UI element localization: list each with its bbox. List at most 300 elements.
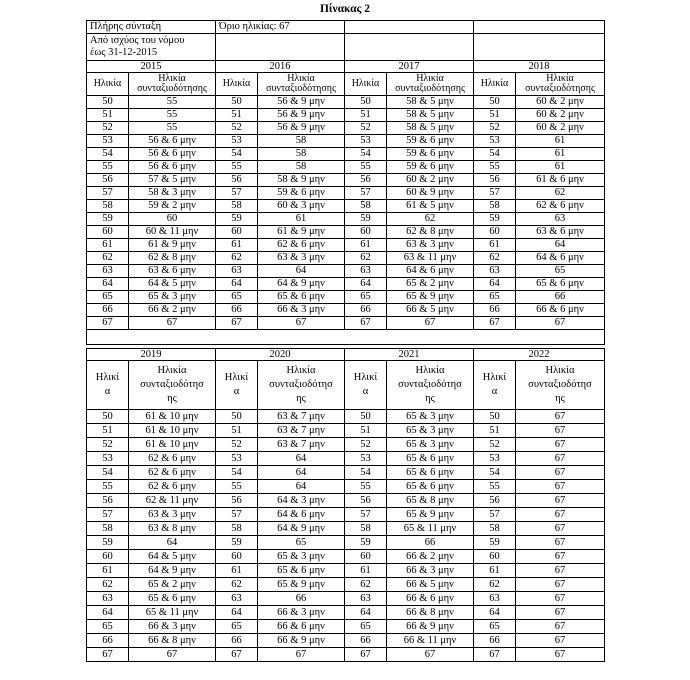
age-cell: 66 bbox=[345, 634, 387, 648]
column-header-pension-age bbox=[387, 361, 474, 410]
column-header-pension-age: Ηλικία συνταξιοδότησης bbox=[387, 73, 474, 96]
pension-age-cell: 59 & 2 μην bbox=[129, 200, 216, 213]
header-line: Ηλικία bbox=[415, 365, 445, 376]
pension-age-cell: 65 & 11 μην bbox=[129, 606, 216, 620]
age-cell: 60 bbox=[216, 550, 258, 564]
age-cell: 56 bbox=[345, 174, 387, 187]
age-cell: 67 bbox=[474, 648, 516, 662]
pension-age-cell: 61 bbox=[516, 135, 605, 148]
pension-age-cell: 65 & 6 μην bbox=[387, 452, 474, 466]
pension-age-cell: 65 & 6 μην bbox=[516, 278, 605, 291]
pension-age-cell: 59 & 6 μην bbox=[387, 148, 474, 161]
year-header: 2018 bbox=[474, 61, 605, 73]
pension-age-cell: 60 & 2 μην bbox=[516, 109, 605, 122]
column-header-age: Ηλικία bbox=[474, 73, 516, 96]
pension-age-cell: 58 bbox=[258, 148, 345, 161]
age-cell: 66 bbox=[216, 304, 258, 317]
age-cell: 54 bbox=[474, 466, 516, 480]
pension-age-cell: 67 bbox=[516, 410, 605, 424]
age-cell: 55 bbox=[474, 161, 516, 174]
pension-age-cell: 64 & 3 μην bbox=[258, 494, 345, 508]
pension-age-cell: 60 & 9 μην bbox=[387, 187, 474, 200]
age-cell: 57 bbox=[474, 187, 516, 200]
age-cell: 65 bbox=[216, 620, 258, 634]
pension-age-cell: 60 & 11 μην bbox=[129, 226, 216, 239]
age-cell: 56 bbox=[474, 494, 516, 508]
age-cell: 56 bbox=[216, 494, 258, 508]
column-header-age bbox=[87, 361, 129, 410]
age-cell: 50 bbox=[474, 410, 516, 424]
age-cell: 67 bbox=[87, 317, 129, 330]
age-cell: 66 bbox=[474, 304, 516, 317]
age-cell: 55 bbox=[345, 480, 387, 494]
pension-age-cell: 61 & 10 μην bbox=[129, 424, 216, 438]
table-row bbox=[87, 620, 605, 634]
year-header: 2016 bbox=[216, 61, 345, 73]
pension-age-cell: 63 & 3 μην bbox=[258, 252, 345, 265]
age-cell: 50 bbox=[345, 410, 387, 424]
age-cell: 55 bbox=[87, 161, 129, 174]
age-cell: 58 bbox=[345, 522, 387, 536]
age-cell: 53 bbox=[474, 135, 516, 148]
header-line: α bbox=[104, 386, 111, 397]
header-line: Ηλικί bbox=[224, 372, 249, 383]
pension-age-cell: 62 & 11 μην bbox=[129, 494, 216, 508]
table-row bbox=[87, 148, 605, 161]
pension-age-cell: 65 & 2 μην bbox=[387, 278, 474, 291]
pension-age-cell: 63 & 7 μην bbox=[258, 410, 345, 424]
age-cell: 60 bbox=[474, 226, 516, 239]
age-cell: 54 bbox=[345, 148, 387, 161]
age-cell: 63 bbox=[216, 265, 258, 278]
pension-age-cell: 61 & 9 μην bbox=[129, 239, 216, 252]
table-row bbox=[87, 536, 605, 550]
age-cell: 51 bbox=[345, 424, 387, 438]
table-row bbox=[87, 606, 605, 620]
insured-period-line-2: έως 31-12-2015 bbox=[90, 47, 158, 58]
table-row bbox=[87, 410, 605, 424]
age-cell: 60 bbox=[345, 550, 387, 564]
pension-age-cell: 58 & 5 μην bbox=[387, 109, 474, 122]
table-row bbox=[87, 466, 605, 480]
age-cell: 64 bbox=[345, 606, 387, 620]
header-line: Ηλικία bbox=[286, 365, 316, 376]
table-row bbox=[87, 213, 605, 226]
pension-age-cell: 58 bbox=[258, 135, 345, 148]
pension-age-cell: 63 & 8 μην bbox=[129, 522, 216, 536]
pension-age-cell: 64 bbox=[516, 239, 605, 252]
pension-age-cell: 64 bbox=[258, 480, 345, 494]
age-cell: 67 bbox=[474, 317, 516, 330]
table-row bbox=[87, 550, 605, 564]
pension-age-cell: 60 & 3 μην bbox=[258, 200, 345, 213]
pension-age-cell: 67 bbox=[258, 648, 345, 662]
age-cell: 51 bbox=[216, 109, 258, 122]
pension-age-cell: 67 bbox=[516, 466, 605, 480]
empty-cell bbox=[474, 21, 605, 34]
pension-age-cell: 63 & 3 μην bbox=[387, 239, 474, 252]
pension-age-cell: 58 bbox=[258, 161, 345, 174]
age-cell: 67 bbox=[216, 317, 258, 330]
header-line: ης bbox=[555, 393, 565, 404]
age-cell: 60 bbox=[474, 550, 516, 564]
age-cell: 54 bbox=[216, 148, 258, 161]
pension-age-cell: 66 bbox=[516, 291, 605, 304]
age-cell: 67 bbox=[216, 648, 258, 662]
age-cell: 64 bbox=[345, 278, 387, 291]
age-cell: 61 bbox=[87, 239, 129, 252]
age-cell: 64 bbox=[474, 606, 516, 620]
age-cell: 59 bbox=[345, 213, 387, 226]
age-cell: 66 bbox=[87, 634, 129, 648]
age-cell: 51 bbox=[216, 424, 258, 438]
table-row bbox=[87, 438, 605, 452]
age-cell: 57 bbox=[474, 508, 516, 522]
year-header: 2019 bbox=[87, 349, 216, 361]
table-row bbox=[87, 174, 605, 187]
age-cell: 52 bbox=[87, 122, 129, 135]
age-cell: 54 bbox=[216, 466, 258, 480]
pension-age-cell: 62 bbox=[387, 213, 474, 226]
pension-age-cell: 67 bbox=[516, 550, 605, 564]
pension-age-cell: 63 & 6 μην bbox=[129, 265, 216, 278]
age-cell: 51 bbox=[474, 424, 516, 438]
pension-age-cell: 62 & 6 μην bbox=[129, 480, 216, 494]
insured-period-line-1: Από ισχύος του νόμου bbox=[90, 35, 185, 46]
pension-age-cell: 63 & 3 μην bbox=[129, 508, 216, 522]
age-cell: 57 bbox=[216, 187, 258, 200]
pension-age-cell: 61 & 9 μην bbox=[258, 226, 345, 239]
table-row bbox=[87, 252, 605, 265]
spacer-row bbox=[87, 330, 605, 345]
table-row bbox=[87, 265, 605, 278]
age-cell: 56 bbox=[474, 174, 516, 187]
pension-age-cell: 66 bbox=[387, 536, 474, 550]
age-cell: 62 bbox=[474, 578, 516, 592]
pension-age-cell: 66 & 9 μην bbox=[387, 620, 474, 634]
age-cell: 52 bbox=[216, 122, 258, 135]
pension-age-cell: 65 & 9 μην bbox=[387, 508, 474, 522]
age-cell: 52 bbox=[87, 438, 129, 452]
pension-age-table-2015-2018 bbox=[86, 20, 605, 345]
age-cell: 63 bbox=[87, 592, 129, 606]
pension-age-cell: 66 & 11 μην bbox=[387, 634, 474, 648]
pension-age-cell: 67 bbox=[516, 634, 605, 648]
age-cell: 63 bbox=[474, 265, 516, 278]
age-cell: 58 bbox=[216, 522, 258, 536]
pension-age-cell: 65 & 6 μην bbox=[258, 291, 345, 304]
empty-cell bbox=[474, 34, 605, 61]
pension-age-cell: 59 & 6 μην bbox=[387, 135, 474, 148]
age-cell: 60 bbox=[87, 226, 129, 239]
age-cell: 62 bbox=[87, 578, 129, 592]
table-row bbox=[87, 452, 605, 466]
pension-age-cell: 61 & 5 μην bbox=[387, 200, 474, 213]
age-cell: 65 bbox=[474, 291, 516, 304]
header-line: ης bbox=[296, 393, 306, 404]
pension-age-cell: 62 & 8 μην bbox=[129, 252, 216, 265]
pension-age-cell: 59 & 6 μην bbox=[387, 161, 474, 174]
pension-age-cell: 56 & 9 μην bbox=[258, 96, 345, 109]
pension-age-cell: 67 bbox=[516, 522, 605, 536]
pension-age-cell: 55 bbox=[129, 96, 216, 109]
pension-age-cell: 67 bbox=[516, 508, 605, 522]
age-cell: 59 bbox=[87, 213, 129, 226]
age-cell: 66 bbox=[216, 634, 258, 648]
table-row bbox=[87, 564, 605, 578]
header-line: συνταξιοδότησ bbox=[269, 379, 333, 390]
pension-age-cell: 64 & 9 μην bbox=[258, 522, 345, 536]
pension-age-cell: 65 & 6 μην bbox=[129, 592, 216, 606]
pension-age-cell: 66 & 3 μην bbox=[258, 304, 345, 317]
age-cell: 53 bbox=[87, 452, 129, 466]
age-cell: 59 bbox=[345, 536, 387, 550]
age-cell: 61 bbox=[345, 564, 387, 578]
age-cell: 61 bbox=[216, 564, 258, 578]
pension-age-cell: 62 bbox=[516, 187, 605, 200]
pension-age-table-2019-2022 bbox=[86, 348, 605, 662]
age-cell: 55 bbox=[87, 480, 129, 494]
pension-age-cell: 64 & 9 μην bbox=[258, 278, 345, 291]
pension-age-cell: 58 & 3 μην bbox=[129, 187, 216, 200]
age-cell: 67 bbox=[87, 648, 129, 662]
pension-age-cell: 65 & 2 μην bbox=[129, 578, 216, 592]
table-row bbox=[87, 480, 605, 494]
pension-age-cell: 67 bbox=[129, 648, 216, 662]
table-row bbox=[87, 122, 605, 135]
header-line: ης bbox=[167, 393, 177, 404]
pension-age-cell: 67 bbox=[516, 648, 605, 662]
age-cell: 53 bbox=[345, 452, 387, 466]
pension-age-cell: 64 & 6 μην bbox=[516, 252, 605, 265]
age-cell: 55 bbox=[216, 161, 258, 174]
table-row bbox=[87, 634, 605, 648]
age-cell: 66 bbox=[345, 304, 387, 317]
empty-cell bbox=[216, 34, 345, 61]
age-cell: 51 bbox=[87, 424, 129, 438]
age-cell: 65 bbox=[87, 291, 129, 304]
header-line: Ηλικί bbox=[353, 372, 378, 383]
pension-age-cell: 63 bbox=[516, 213, 605, 226]
age-cell: 54 bbox=[87, 148, 129, 161]
age-cell: 63 bbox=[345, 265, 387, 278]
header-line: Ηλικία bbox=[157, 365, 187, 376]
pension-age-cell: 67 bbox=[516, 317, 605, 330]
column-header-age: Ηλικία bbox=[216, 73, 258, 96]
header-line: Ηλικία bbox=[545, 365, 575, 376]
pension-age-cell: 63 & 6 μην bbox=[516, 226, 605, 239]
pension-age-cell: 65 & 11 μην bbox=[387, 522, 474, 536]
column-header-age bbox=[216, 361, 258, 410]
age-cell: 52 bbox=[474, 122, 516, 135]
table-row bbox=[87, 226, 605, 239]
pension-age-cell: 64 bbox=[129, 536, 216, 550]
age-cell: 67 bbox=[345, 648, 387, 662]
pension-age-cell: 62 & 8 μην bbox=[387, 226, 474, 239]
age-cell: 64 bbox=[216, 278, 258, 291]
age-cell: 53 bbox=[216, 135, 258, 148]
age-cell: 61 bbox=[474, 239, 516, 252]
header-line: συνταξιοδότησ bbox=[140, 379, 204, 390]
pension-age-cell: 67 bbox=[516, 480, 605, 494]
age-cell: 61 bbox=[87, 564, 129, 578]
pension-age-cell: 64 & 5 μην bbox=[129, 278, 216, 291]
pension-age-cell: 61 & 10 μην bbox=[129, 438, 216, 452]
header-line: συνταξιοδότησ bbox=[528, 379, 592, 390]
pension-age-cell: 61 & 10 μην bbox=[129, 410, 216, 424]
age-cell: 64 bbox=[87, 278, 129, 291]
age-limit-cell: Όριο ηλικίας: 67 bbox=[216, 21, 345, 34]
age-cell: 53 bbox=[216, 452, 258, 466]
pension-age-cell: 58 & 5 μην bbox=[387, 96, 474, 109]
pension-age-cell: 60 bbox=[129, 213, 216, 226]
pension-age-cell: 65 & 9 μην bbox=[258, 578, 345, 592]
table-row bbox=[87, 494, 605, 508]
insured-period-cell bbox=[87, 34, 216, 61]
pension-age-cell: 65 & 3 μην bbox=[387, 410, 474, 424]
pension-age-cell: 65 & 3 μην bbox=[129, 291, 216, 304]
age-cell: 57 bbox=[87, 187, 129, 200]
age-cell: 55 bbox=[345, 161, 387, 174]
year-header: 2017 bbox=[345, 61, 474, 73]
age-cell: 56 bbox=[216, 174, 258, 187]
age-cell: 62 bbox=[87, 252, 129, 265]
age-cell: 50 bbox=[216, 96, 258, 109]
empty-cell bbox=[87, 330, 605, 345]
age-cell: 59 bbox=[474, 213, 516, 226]
table-row bbox=[87, 109, 605, 122]
pension-age-cell: 56 & 9 μην bbox=[258, 109, 345, 122]
pension-age-cell: 64 bbox=[258, 265, 345, 278]
pension-age-cell: 67 bbox=[516, 578, 605, 592]
age-cell: 53 bbox=[345, 135, 387, 148]
age-cell: 51 bbox=[345, 109, 387, 122]
pension-age-cell: 58 & 5 μην bbox=[387, 122, 474, 135]
column-header-pension-age: Ηλικία συνταξιοδότησης bbox=[129, 73, 216, 96]
age-cell: 65 bbox=[345, 620, 387, 634]
pension-age-cell: 62 & 6 μην bbox=[516, 200, 605, 213]
column-header-pension-age bbox=[516, 361, 605, 410]
pension-age-cell: 60 & 2 μην bbox=[387, 174, 474, 187]
age-cell: 65 bbox=[474, 620, 516, 634]
age-cell: 57 bbox=[345, 508, 387, 522]
pension-age-cell: 61 & 6 μην bbox=[516, 174, 605, 187]
column-header-pension-age: Ηλικία συνταξιοδότησης bbox=[516, 73, 605, 96]
age-cell: 62 bbox=[216, 578, 258, 592]
pension-age-cell: 62 & 6 μην bbox=[129, 452, 216, 466]
age-cell: 59 bbox=[216, 213, 258, 226]
pension-age-cell: 56 & 6 μην bbox=[129, 161, 216, 174]
age-cell: 50 bbox=[87, 96, 129, 109]
pension-age-cell: 66 & 6 μην bbox=[387, 592, 474, 606]
age-cell: 60 bbox=[87, 550, 129, 564]
pension-age-cell: 67 bbox=[387, 648, 474, 662]
pension-age-cell: 66 & 6 μην bbox=[516, 304, 605, 317]
age-cell: 57 bbox=[87, 508, 129, 522]
age-cell: 66 bbox=[87, 304, 129, 317]
table-row bbox=[87, 508, 605, 522]
pension-age-cell: 66 & 6 μην bbox=[258, 620, 345, 634]
age-cell: 58 bbox=[216, 200, 258, 213]
table-row bbox=[87, 187, 605, 200]
pension-age-cell: 60 & 2 μην bbox=[516, 96, 605, 109]
pension-age-cell: 65 & 6 μην bbox=[387, 480, 474, 494]
pension-age-cell: 63 & 7 μην bbox=[258, 438, 345, 452]
age-cell: 59 bbox=[474, 536, 516, 550]
column-header-age: Ηλικία bbox=[345, 73, 387, 96]
age-cell: 58 bbox=[474, 200, 516, 213]
age-cell: 52 bbox=[216, 438, 258, 452]
header-line: ης bbox=[425, 393, 435, 404]
pension-age-cell: 57 & 5 μην bbox=[129, 174, 216, 187]
age-cell: 52 bbox=[345, 438, 387, 452]
table-row bbox=[87, 291, 605, 304]
table-row bbox=[87, 200, 605, 213]
year-header: 2020 bbox=[216, 349, 345, 361]
header-line: α bbox=[233, 386, 240, 397]
age-cell: 65 bbox=[87, 620, 129, 634]
age-cell: 65 bbox=[345, 291, 387, 304]
table-row bbox=[87, 578, 605, 592]
year-header: 2015 bbox=[87, 61, 216, 73]
column-header-age bbox=[474, 361, 516, 410]
age-cell: 50 bbox=[474, 96, 516, 109]
header-line: Ηλικί bbox=[482, 372, 507, 383]
age-cell: 64 bbox=[216, 606, 258, 620]
table-row bbox=[87, 239, 605, 252]
pension-age-cell: 66 & 2 μην bbox=[129, 304, 216, 317]
age-cell: 60 bbox=[216, 226, 258, 239]
age-cell: 62 bbox=[216, 252, 258, 265]
pension-age-cell: 67 bbox=[516, 494, 605, 508]
pension-age-cell: 65 & 6 μην bbox=[258, 564, 345, 578]
pension-age-cell: 56 & 6 μην bbox=[129, 135, 216, 148]
pension-age-cell: 67 bbox=[516, 438, 605, 452]
age-cell: 63 bbox=[87, 265, 129, 278]
pension-age-cell: 67 bbox=[258, 317, 345, 330]
age-cell: 54 bbox=[87, 466, 129, 480]
age-cell: 56 bbox=[87, 494, 129, 508]
pension-age-cell: 67 bbox=[516, 564, 605, 578]
header-line: Ηλικί bbox=[95, 372, 120, 383]
age-cell: 58 bbox=[474, 522, 516, 536]
age-cell: 50 bbox=[216, 410, 258, 424]
age-cell: 63 bbox=[474, 592, 516, 606]
age-cell: 57 bbox=[345, 187, 387, 200]
age-cell: 62 bbox=[345, 252, 387, 265]
pension-age-cell: 66 & 5 μην bbox=[387, 578, 474, 592]
age-cell: 63 bbox=[345, 592, 387, 606]
pension-age-cell: 67 bbox=[129, 317, 216, 330]
table-row bbox=[87, 424, 605, 438]
year-header: 2021 bbox=[345, 349, 474, 361]
pension-age-cell: 65 & 3 μην bbox=[387, 438, 474, 452]
age-cell: 56 bbox=[87, 174, 129, 187]
pension-age-cell: 65 bbox=[258, 536, 345, 550]
pension-age-cell: 64 & 9 μην bbox=[129, 564, 216, 578]
table-title: Πίνακας 2 bbox=[319, 3, 370, 15]
pension-age-cell: 66 bbox=[258, 592, 345, 606]
pension-age-cell: 65 & 8 μην bbox=[387, 494, 474, 508]
pension-age-cell: 63 & 7 μην bbox=[258, 424, 345, 438]
table-row bbox=[87, 648, 605, 662]
age-cell: 54 bbox=[474, 148, 516, 161]
pension-age-cell: 67 bbox=[516, 452, 605, 466]
pension-age-cell: 55 bbox=[129, 122, 216, 135]
age-cell: 59 bbox=[216, 536, 258, 550]
age-cell: 55 bbox=[474, 480, 516, 494]
age-cell: 59 bbox=[87, 536, 129, 550]
